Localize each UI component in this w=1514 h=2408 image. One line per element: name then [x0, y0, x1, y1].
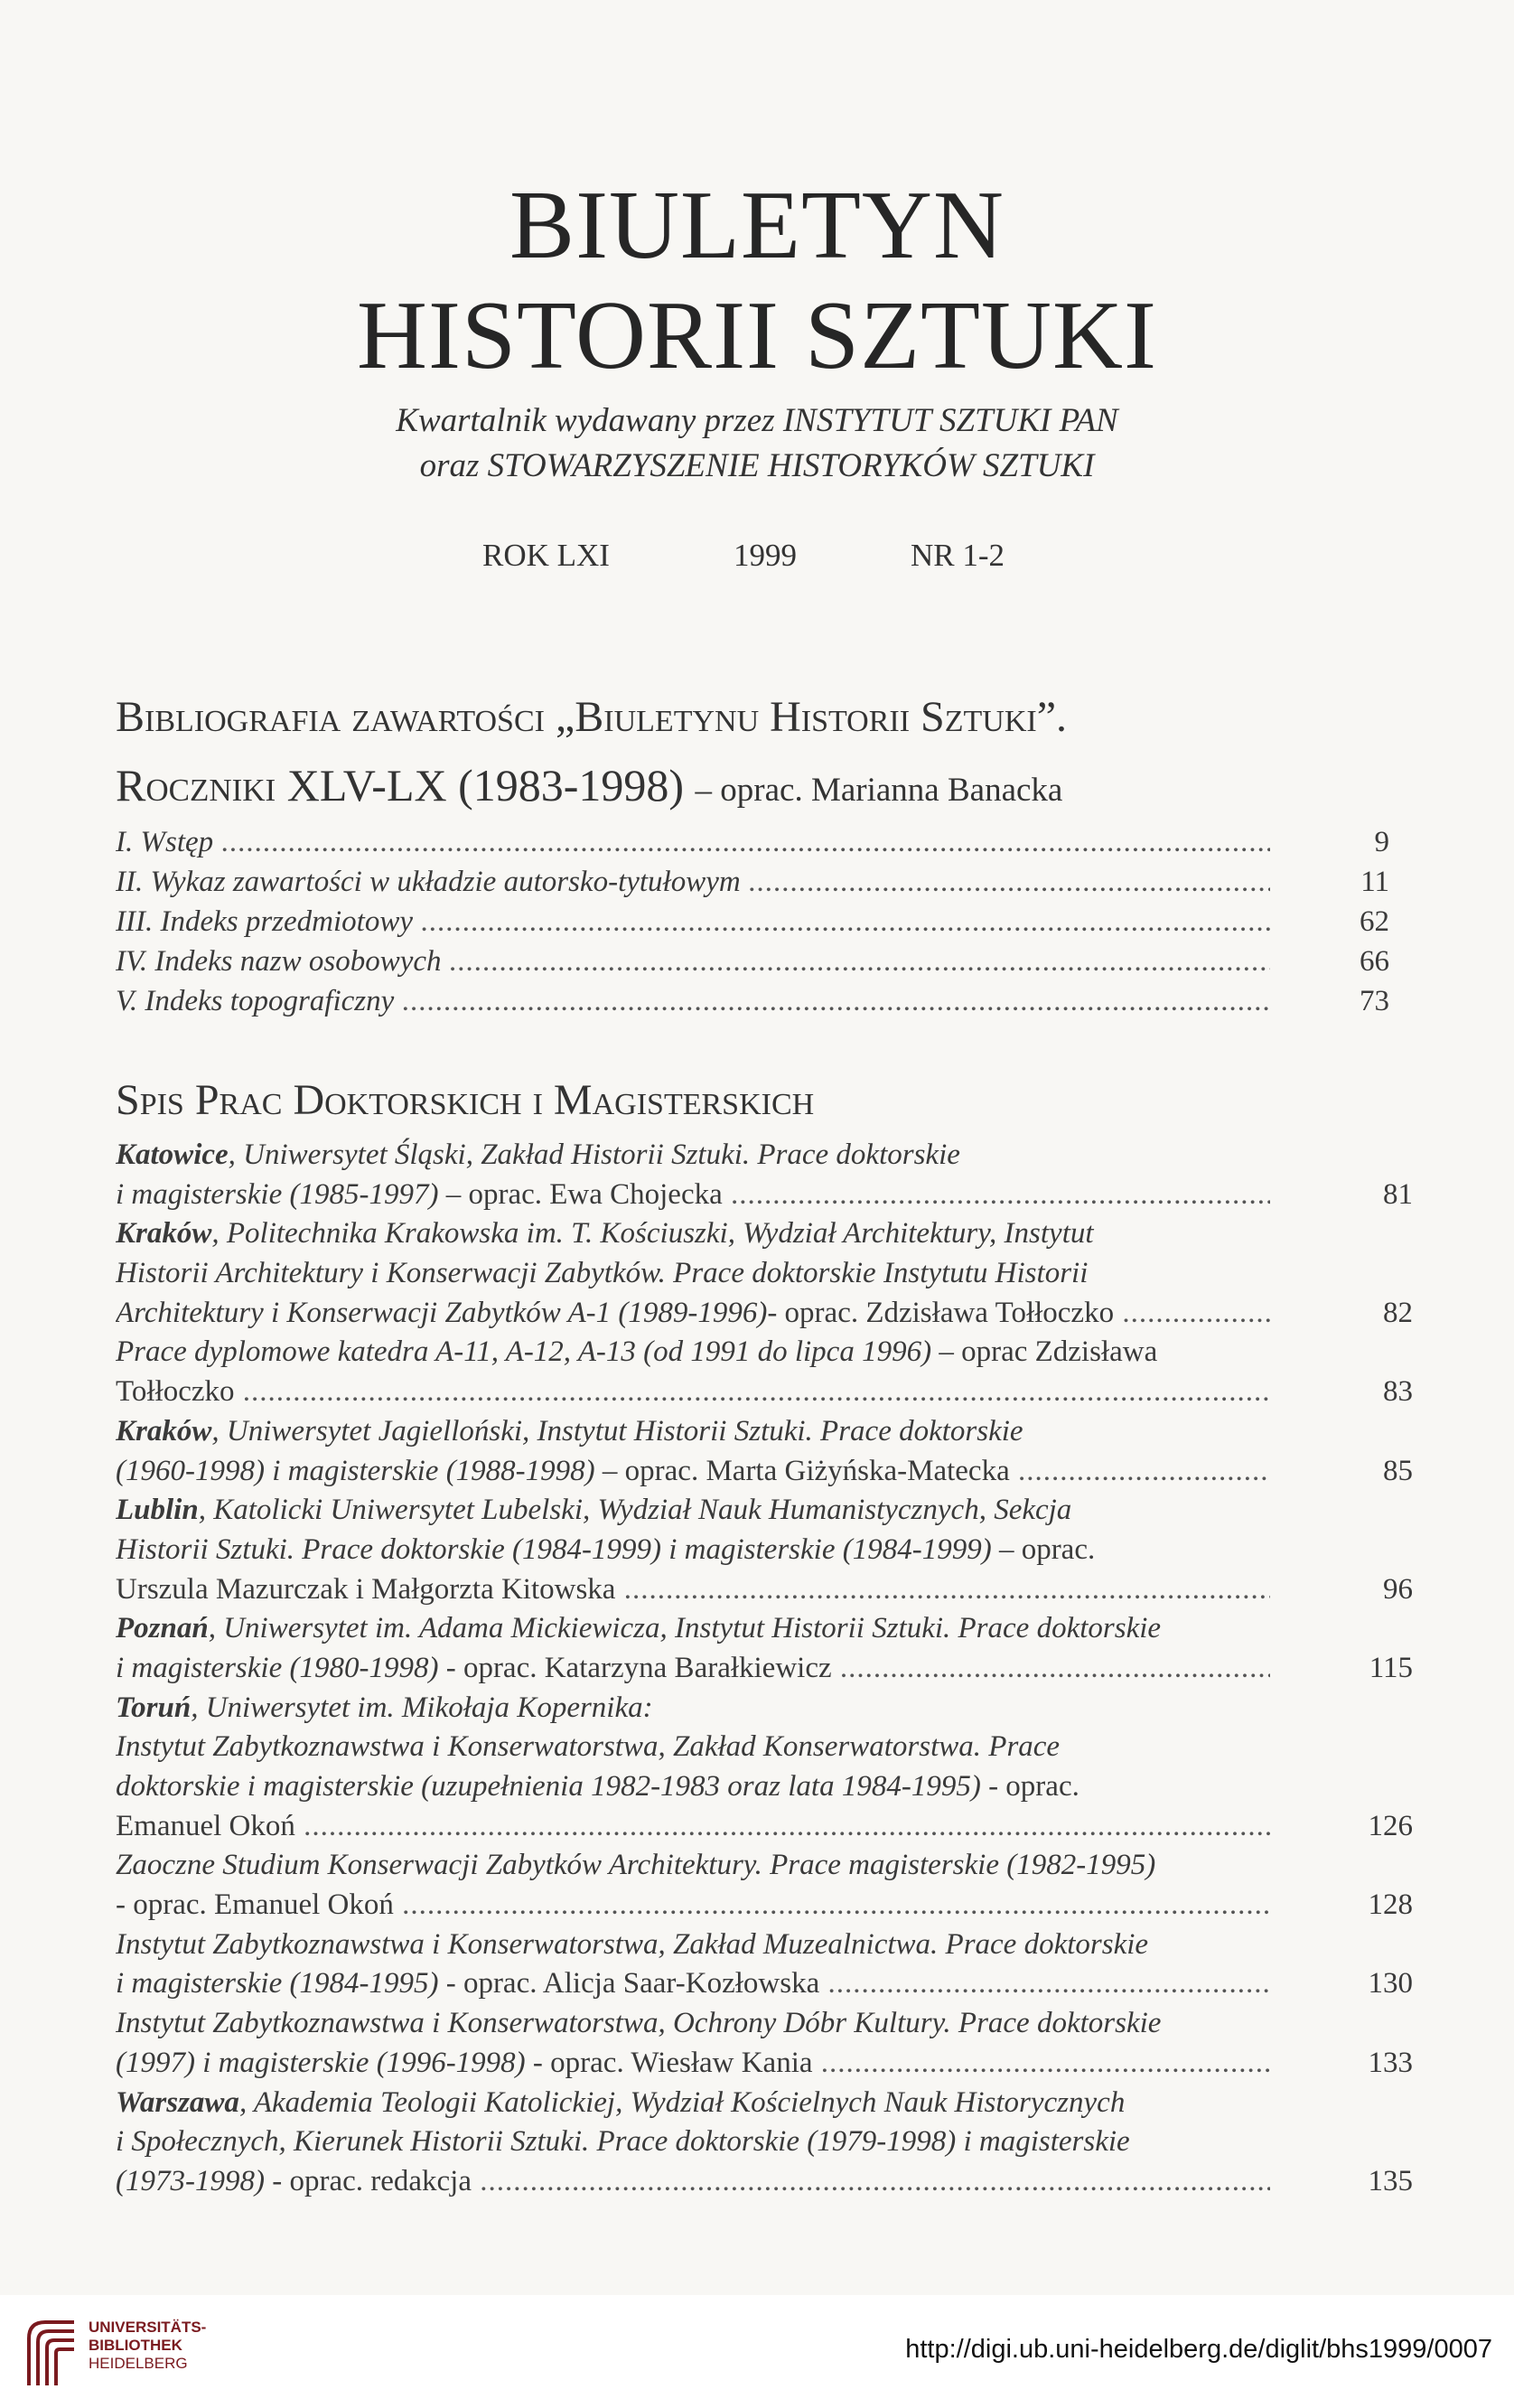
toc-line-text	[116, 1886, 1270, 1925]
entry-description: , Uniwersytet im. Mikołaja Kopernika:	[191, 1691, 653, 1724]
toc-line-text	[116, 2044, 1270, 2084]
toc-entry-page: 83	[1383, 1375, 1413, 1409]
toc-entry-page: 133	[1368, 2046, 1413, 2079]
toc-entry-title: V. Indeks topograficzny .....	[116, 981, 1270, 1021]
toc-line	[116, 1136, 1389, 1176]
toc-line-text	[116, 1373, 1270, 1412]
library-logo-icon	[20, 2311, 83, 2393]
section1-heading-line1: Bibliografia zawartości „Biuletynu Historii Sztuki”.	[116, 693, 1068, 741]
toc-line	[116, 1609, 1389, 1649]
toc-entry-page: 115	[1369, 1651, 1413, 1684]
issue-volume: ROK LXI	[482, 538, 610, 573]
issue-year: 1999	[734, 538, 797, 573]
entry-editor: - oprac. Alicja Saar-Kozłowska	[438, 1967, 820, 2000]
entry-description: Instytut Zabytkoznawstwa i Konserwatorstwa, Zakład Konserwatorstwa. Prace	[116, 1730, 1061, 1764]
toc-line	[116, 2084, 1389, 2123]
entry-description: i Społecznych, Kierunek Historii Sztuki. Prace doktorskie (1979-1998) i magisterskie	[116, 2125, 1130, 2159]
toc-line-text	[116, 1964, 1270, 2004]
entry-editor: Urszula Mazurczak i Małgorzta Kitowska	[116, 1572, 616, 1606]
section1-heading-line2	[116, 759, 1062, 811]
toc-line	[116, 2044, 1413, 2084]
toc-line-text	[116, 1491, 1270, 1531]
toc-line	[116, 1531, 1389, 1570]
toc-line-text	[116, 1846, 1270, 1886]
library-name-line3: HEIDELBERG	[89, 2355, 188, 2372]
toc-entry	[116, 942, 1389, 981]
entry-description: , Uniwersytet Śląski, Zakład Historii Sztuki. Prace doktorskie	[228, 1138, 960, 1171]
toc-entry	[116, 822, 1389, 862]
toc-line-text	[116, 1649, 1270, 1689]
entry-editor: - oprac. Wiesław Kania	[525, 2046, 813, 2079]
entry-editor: Tołłoczko	[116, 1375, 235, 1409]
entry-editor: – oprac Zdzisława	[931, 1335, 1158, 1369]
toc-line-text	[116, 1531, 1270, 1570]
toc-entry-page: 62	[1360, 905, 1389, 938]
toc-line-text	[116, 2084, 1270, 2123]
entry-description: , Katolicki Uniwersytet Lubelski, Wydział Nauk Humanistycznych, Sekcja	[198, 1494, 1072, 1527]
toc-entry-title: II. Wykaz zawartości w układzie autorsko-tytułowym .....	[116, 862, 1270, 902]
entry-description: , Uniwersytet im. Adama Mickiewicza, Instytut Historii Sztuki. Prace doktorskie	[208, 1612, 1162, 1645]
toc-line	[116, 1452, 1413, 1492]
publisher-line1: Kwartalnik wydawany przez INSTYTUT SZTUKI PAN	[396, 402, 1118, 439]
toc-entry-title: IV. Indeks nazw osobowych .....	[116, 942, 1270, 981]
toc-line-text	[116, 1728, 1270, 1767]
entry-description: Historii Sztuki. Prace doktorskie (1984-1999) i magisterskie (1984-1999)	[116, 1532, 992, 1566]
entry-description: (1960-1998) i magisterskie (1988-1998)	[116, 1454, 595, 1487]
section1-heading-editor: – oprac. Marianna Banacka	[695, 772, 1063, 809]
toc-entry-title: I. Wstęp .....	[116, 822, 1270, 862]
toc-entry-page: 66	[1360, 945, 1389, 978]
toc-line-text	[116, 1807, 1270, 1847]
toc-entry-page: 11	[1360, 866, 1389, 898]
toc-line	[116, 1728, 1389, 1767]
toc-line-text	[116, 1333, 1270, 1373]
toc-line	[116, 2004, 1389, 2044]
toc-line-text	[116, 1294, 1270, 1334]
toc-line	[116, 1214, 1389, 1254]
toc-line-text	[116, 1767, 1270, 1807]
toc-line-text	[116, 1214, 1270, 1254]
entry-editor: - oprac. Zdzisława Tołłoczko	[767, 1296, 1115, 1329]
city-name: Katowice	[116, 1138, 229, 1171]
toc-line	[116, 1294, 1413, 1334]
city-name: Poznań	[116, 1612, 209, 1645]
entry-description: Zaoczne Studium Konserwacji Zabytków Architektury. Prace magisterskie (1982-1995)	[116, 1849, 1156, 1882]
entry-description: Prace dyplomowe katedra A-11, A-12, A-13 (od 1991 do lipca 1996)	[116, 1335, 932, 1369]
city-name: Lublin	[116, 1494, 199, 1527]
publisher-line2: oraz STOWARZYSZENIE HISTORYKÓW SZTUKI	[419, 447, 1095, 484]
library-footer	[0, 2295, 1514, 2408]
entry-description: doktorskie i magisterskie (uzupełnienia 1982-1983 oraz lata 1984-1995)	[116, 1770, 981, 1803]
city-name: Kraków	[116, 1217, 212, 1251]
toc-line	[116, 1886, 1413, 1925]
entry-editor: Emanuel Okoń	[116, 1809, 295, 1842]
toc-line-text	[116, 1412, 1270, 1452]
toc-entry-page: 9	[1374, 826, 1389, 858]
toc-line	[116, 1333, 1389, 1373]
toc-entry-page: 135	[1368, 2164, 1413, 2197]
toc-line	[116, 1925, 1389, 1965]
toc-line-text	[116, 1452, 1270, 1492]
toc-line	[116, 1373, 1413, 1412]
toc-entry-page: 128	[1368, 1888, 1413, 1922]
journal-title-line2: HISTORII SZTUKI	[357, 282, 1157, 389]
toc-line	[116, 1964, 1413, 2004]
toc-line-text	[116, 2122, 1270, 2162]
toc-line-text	[116, 1689, 1270, 1729]
toc-line-text	[116, 2004, 1270, 2044]
issue-number: NR 1-2	[911, 538, 1005, 573]
entry-description: i magisterskie (1985-1997)	[116, 1177, 439, 1211]
entry-description: Architektury i Konserwacji Zabytków A-1 (1989-1996)	[116, 1296, 768, 1329]
entry-description: , Akademia Teologii Katolickiej, Wydział Kościelnych Nauk Historycznych	[238, 2085, 1126, 2119]
library-name	[89, 2319, 206, 2373]
entry-editor: – oprac.	[991, 1532, 1096, 1566]
entry-description: Instytut Zabytkoznawstwa i Konserwatorstwa, Zakład Muzealnictwa. Prace doktorskie	[116, 1927, 1149, 1961]
entry-description: Instytut Zabytkoznawstwa i Konserwatorstwa, Ochrony Dóbr Kultury. Prace doktorskie	[116, 2007, 1162, 2040]
toc-entry	[116, 862, 1389, 902]
entry-editor: - oprac. Katarzyna Barałkiewicz	[438, 1651, 832, 1684]
toc-line	[116, 1570, 1413, 1610]
entry-editor: – oprac. Marta Giżyńska-Matecka	[594, 1454, 1010, 1487]
toc-entry	[116, 902, 1389, 942]
toc-entry-page: 130	[1368, 1967, 1413, 2000]
toc-line-text	[116, 1176, 1270, 1215]
toc-line-text	[116, 1570, 1270, 1610]
entry-editor: - oprac. redakcja	[264, 2164, 472, 2197]
toc-entry-page: 73	[1360, 985, 1389, 1017]
toc-line	[116, 1689, 1389, 1729]
toc-line	[116, 1649, 1413, 1689]
entry-description: , Politechnika Krakowska im. T. Kościuszki, Wydział Architektury, Instytut	[211, 1217, 1094, 1251]
toc-entry-page: 85	[1383, 1454, 1413, 1487]
library-name-line1: UNIVERSITÄTS-	[89, 2319, 207, 2336]
toc-entry-page: 82	[1383, 1296, 1413, 1329]
toc-line-text	[116, 1136, 1270, 1176]
entry-description: (1997) i magisterskie (1996-1998)	[116, 2046, 526, 2079]
entry-description: , Uniwersytet Jagielloński, Instytut Historii Sztuki. Prace doktorskie	[211, 1414, 1023, 1448]
entry-description: Historii Architektury i Konserwacji Zabytków. Prace doktorskie Instytutu Historii	[116, 1257, 1089, 1290]
toc-line	[116, 1254, 1389, 1294]
section1-heading-volumes: Roczniki XLV-LX (1983-1998)	[116, 760, 685, 810]
toc-entry-page: 96	[1383, 1572, 1413, 1606]
entry-description: i magisterskie (1984-1995)	[116, 1967, 439, 2000]
toc-line-text	[116, 2162, 1270, 2202]
entry-description: (1973-1998)	[116, 2164, 265, 2197]
source-url[interactable]: http://digi.ub.uni-heidelberg.de/diglit/bhs1999/0007	[905, 2335, 1492, 2364]
toc-entry-title: III. Indeks przedmiotowy .....	[116, 902, 1270, 942]
toc-line	[116, 1767, 1389, 1807]
toc-line	[116, 1412, 1389, 1452]
library-name-line2: BIBLIOTHEK	[89, 2337, 182, 2354]
toc-line-text	[116, 1925, 1270, 1965]
city-name: Warszawa	[116, 2085, 239, 2119]
toc-line	[116, 1176, 1413, 1215]
entry-editor: - oprac. Emanuel Okoń	[116, 1888, 394, 1922]
toc-line	[116, 1807, 1413, 1847]
section2-heading: Spis Prac Doktorskich i Magisterskich	[116, 1076, 815, 1124]
toc-line	[116, 2162, 1413, 2202]
toc-line	[116, 2122, 1389, 2162]
entry-editor: - oprac.	[980, 1770, 1079, 1803]
toc-line-text	[116, 1609, 1270, 1649]
toc-line	[116, 1491, 1389, 1531]
toc-entry-page: 126	[1368, 1809, 1413, 1842]
toc-entry-page: 81	[1383, 1177, 1413, 1211]
city-name: Kraków	[116, 1414, 212, 1448]
entry-description: i magisterskie (1980-1998)	[116, 1651, 439, 1684]
section2-contents	[116, 1136, 1413, 2202]
city-name: Toruń	[116, 1691, 192, 1724]
toc-line-text	[116, 1254, 1270, 1294]
toc-line	[116, 1846, 1389, 1886]
section1-contents	[116, 822, 1389, 1021]
entry-editor: – oprac. Ewa Chojecka	[438, 1177, 723, 1211]
toc-entry	[116, 981, 1389, 1021]
journal-title-line1: BIULETYN	[509, 172, 1005, 279]
